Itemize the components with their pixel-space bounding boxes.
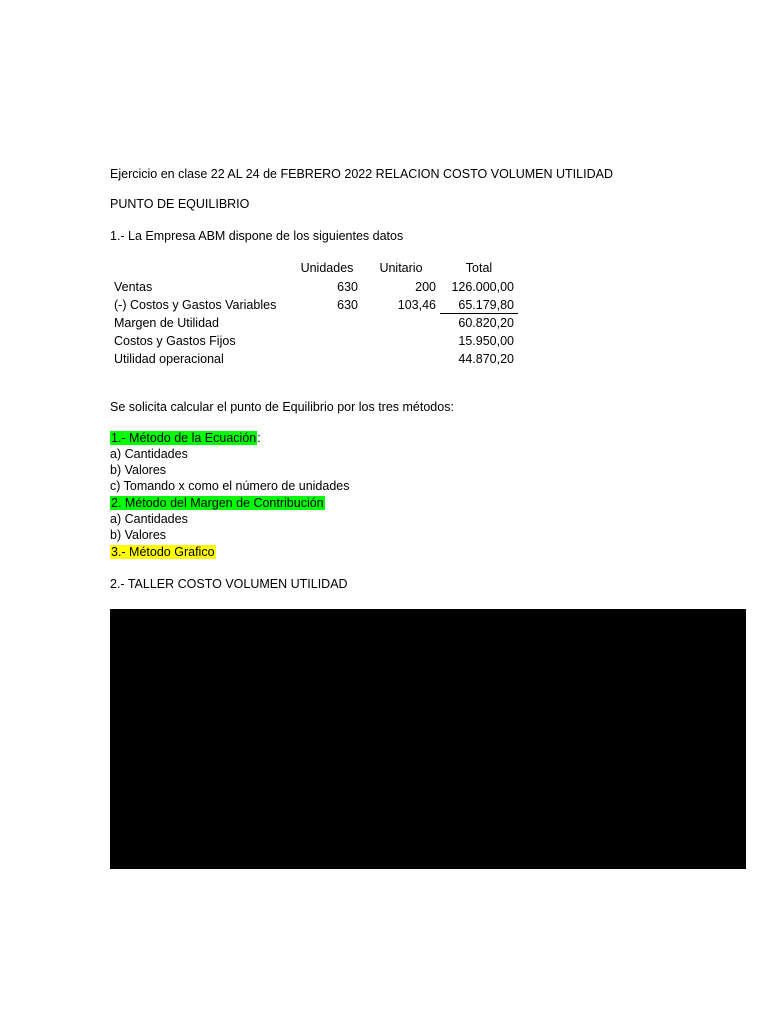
method-3-title [110,544,216,560]
cell-total: 126.000,00 [451,280,514,294]
method-2-title [110,495,325,511]
cell-total: 65.179,80 [458,298,514,312]
list-item: b) Valores [110,528,167,542]
row-label: Ventas [114,280,153,294]
document-title: Ejercicio en clase 22 AL 24 de FEBRERO 2022 RELACION COSTO VOLUMEN UTILIDAD [110,167,613,181]
method-2-highlight: 2. Método del Margen de Contribución [111,496,324,510]
method-3-highlight: 3.- Método Grafico [111,545,215,559]
list-item: c) Tomando x como el número de unidades [110,479,350,493]
redacted-image-block [110,609,746,869]
cell-total: 15.950,00 [458,334,514,348]
list-item: a) Cantidades [110,447,188,461]
section-title: PUNTO DE EQUILIBRIO [110,197,250,211]
cell-total: 60.820,20 [458,316,514,330]
row-label: Costos y Gastos Fijos [114,334,236,348]
cell-total: 44.870,20 [458,352,514,366]
column-header-unit-price: Unitario [379,261,423,275]
subtotal-rule [440,313,518,314]
method-1-colon: : [257,431,261,445]
cell-units: 630 [337,298,358,312]
cell-unit-price: 200 [415,280,436,294]
intro-text: 1.- La Empresa ABM dispone de los siguientes datos [110,229,404,243]
method-1-title [110,430,261,446]
workshop-title: 2.- TALLER COSTO VOLUMEN UTILIDAD [110,577,348,591]
request-text: Se solicita calcular el punto de Equilibrio por los tres métodos: [110,400,454,414]
cell-units: 630 [337,280,358,294]
list-item: a) Cantidades [110,512,188,526]
list-item: b) Valores [110,463,167,477]
row-label: Margen de Utilidad [114,316,219,330]
method-1-highlight: 1.- Método de la Ecuación [111,431,257,445]
row-label: Utilidad operacional [114,352,224,366]
row-label: (-) Costos y Gastos Variables [114,298,277,312]
column-header-total: Total [465,261,493,275]
column-header-units: Unidades [300,261,354,275]
cell-unit-price: 103,46 [397,298,436,312]
